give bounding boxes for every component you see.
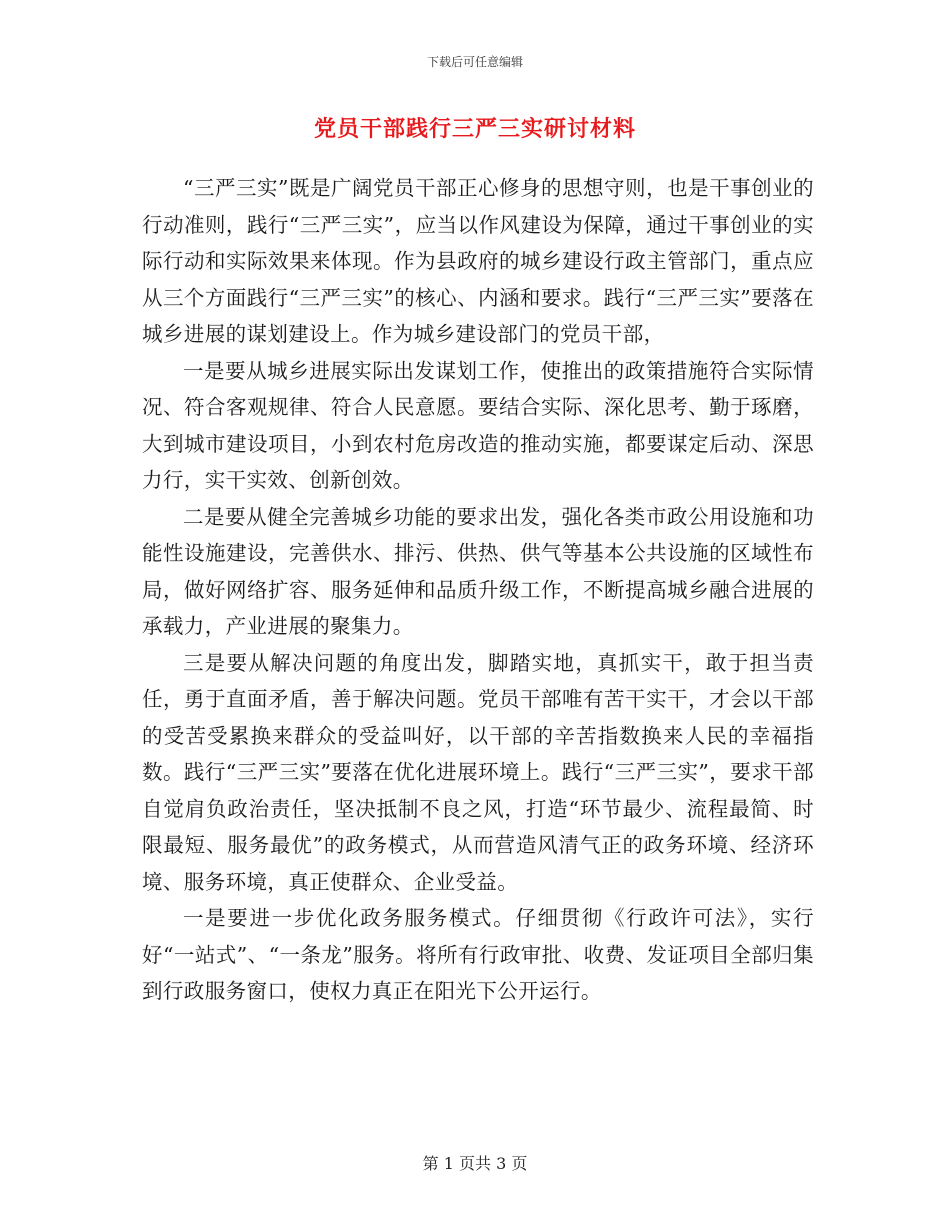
body-paragraph-5: 一是要进一步优化政务服务模式。仔细贯彻《行政许可法》，实行好“一站式”、“一条龙”服务。将所有行政审批、收费、发证项目全部归集到行政服务窗口，使权力真正在阳光下公开运行。 <box>142 906 814 1003</box>
body-paragraph-2: 一是要从城乡进展实际出发谋划工作，使推出的政策措施符合实际情况、符合客观规律、符合人民意愿。要结合实际、深化思考、勤于琢磨，大到城市建设项目，小到农村危房改造的推动实施，都要谋定后动、深思力行，实干实效、创新创效。 <box>142 358 814 492</box>
body-paragraph-3: 二是要从健全完善城乡功能的要求出发，强化各类市政公用设施和功能性设施建设，完善供水、排污、供热、供气等基本公共设施的区域性布局，做好网络扩容、服务延伸和品质升级工作，不断提高城乡融合进展的承载力，产业进展的聚集力。 <box>142 504 814 638</box>
page-header-note: 下载后可任意编辑 <box>426 55 523 69</box>
document-title: 党员干部践行三严三实研讨材料 <box>313 116 636 142</box>
body-paragraph-4: 三是要从解决问题的角度出发，脚踏实地，真抓实干，敢于担当责任，勇于直面矛盾，善于解决问题。党员干部唯有苦干实干，才会以干部的受苦受累换来群众的受益叫好，以干部的辛苦指数换来人民的幸福指数。践行“三严三实”要落在优化进展环境上。践行“三严三实”，要求干部自觉肩负政治责任，坚决抵制不良之风，打造“环节最少、流程最简、时限最短、服务最优”的政务模式，从而营造风清气正的政务环境、经济环境、服务环境，真正使群众、企业受益。 <box>142 650 814 894</box>
page-number-footer: 第 1 页共 3 页 <box>422 1154 528 1173</box>
document-body <box>142 170 814 1010</box>
body-paragraph-1: “三严三实”既是广阔党员干部正心修身的思想守则，也是干事创业的行动准则，践行“三严三实”，应当以作风建设为保障，通过干事创业的实际行动和实际效果来体现。作为县政府的城乡建设行政主管部门，重点应从三个方面践行“三严三实”的核心、内涵和要求。践行“三严三实”要落在城乡进展的谋划建设上。作为城乡建设部门的党员干部， <box>142 176 814 346</box>
